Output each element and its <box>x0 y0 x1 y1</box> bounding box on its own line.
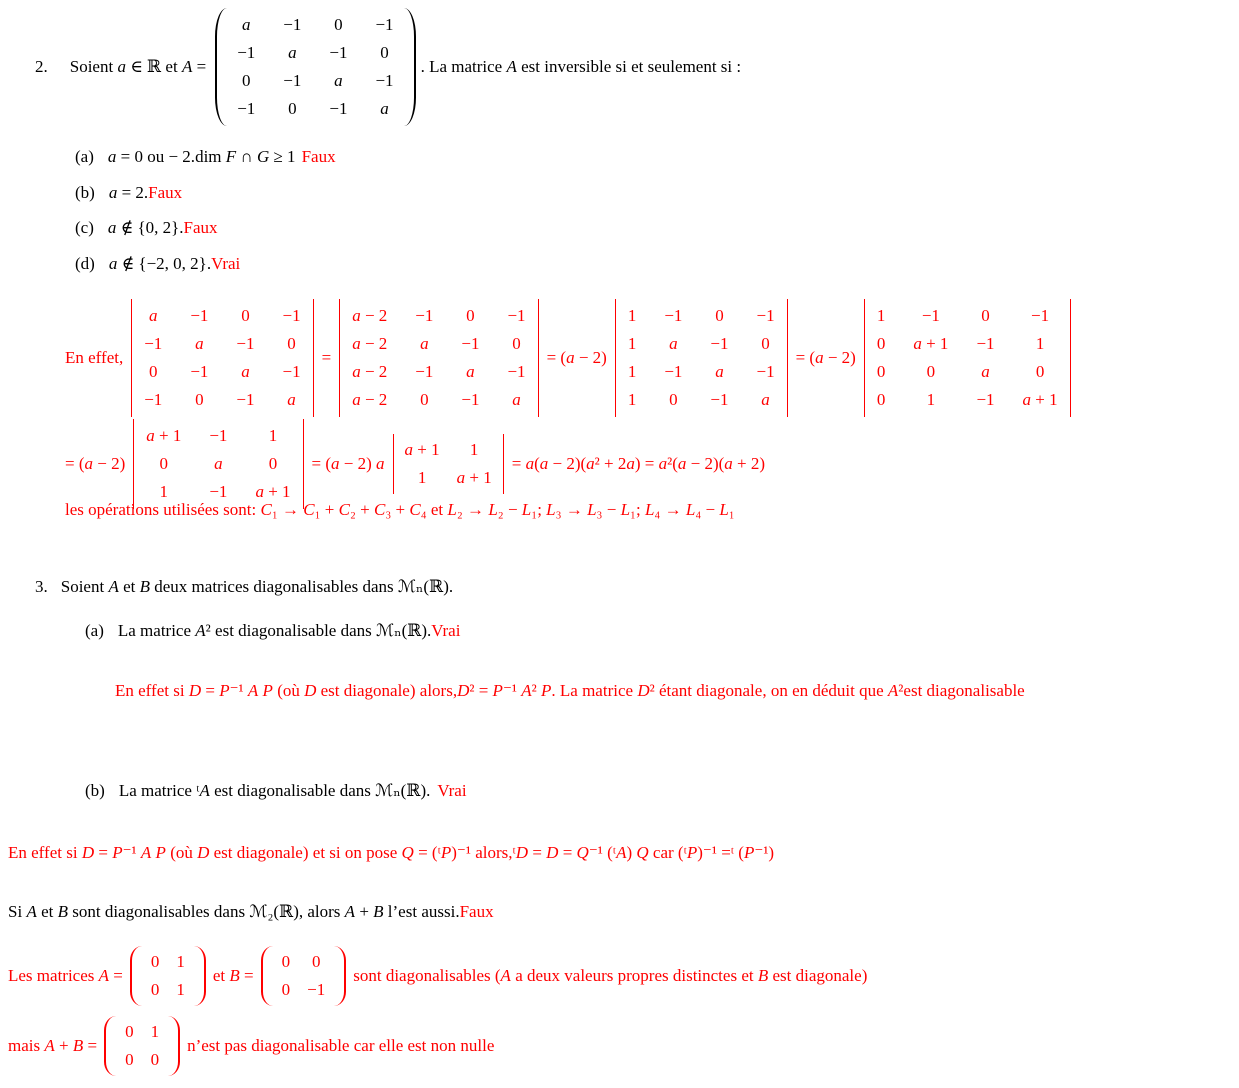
counterexample-mid: et B = <box>212 966 254 985</box>
option-a-verdict: Faux <box>301 147 336 166</box>
item-2-number: 2. <box>35 57 48 76</box>
item-3c-counterexample-1 <box>8 946 867 1006</box>
option-c-label: (c) <box>75 218 94 237</box>
option-d <box>75 254 240 274</box>
item-3b-verdict: Vrai <box>437 781 467 800</box>
matrix-A-2x2: 0 1 0 1 <box>130 946 206 1006</box>
item-3-header <box>35 577 453 597</box>
option-b-label: (b) <box>75 183 95 202</box>
determinant-chain-line-1 <box>65 299 1071 417</box>
item-3a-explanation: En effet si D = P⁻¹ A P (où D est diagonale) alors,D² = P⁻¹ A² P. La matrice D² étant diagonale, on en déduit que A²est diagonalisable <box>115 681 1025 700</box>
item-3b-text: La matrice ᵗA est diagonalisable dans ℳₙ(ℝ). <box>118 781 431 800</box>
item-3b-label: (b) <box>85 781 105 800</box>
option-b-verdict: Faux <box>148 183 183 202</box>
final-result: = a(a − 2)(a² + 2a) = a²(a − 2)(a + 2) <box>511 454 766 473</box>
option-d-label: (d) <box>75 254 95 273</box>
option-a-label: (a) <box>75 147 94 166</box>
matrix-B-2x2: 0 0 0 −1 <box>261 946 347 1006</box>
counterexample-intro: Les matrices A = <box>8 966 123 985</box>
factor-3: = (a − 2) <box>65 454 126 473</box>
item-3c-counterexample-2 <box>8 1016 494 1076</box>
factor-2: = (a − 2) <box>795 348 856 367</box>
option-c-text: a ∉ {0, 2}. <box>107 218 184 237</box>
item-3b-explanation: En effet si D = P⁻¹ A P (où D est diagonale) et si on pose Q = (ᵗP)⁻¹ alors,ᵗD = D = Q⁻¹ (ᵗA) Q car (ᵗP)⁻¹ =ᵗ (P⁻¹) <box>8 843 775 862</box>
counterexample-tail: sont diagonalisables (A a deux valeurs propres distinctes et B est diagonale) <box>353 966 868 985</box>
item-3c-text: Si A et B sont diagonalisables dans ℳ₂(ℝ), alors A + B l’est aussi. <box>8 902 460 921</box>
matrix-A-plus-B: 0 1 0 0 <box>104 1016 180 1076</box>
option-b <box>75 183 182 203</box>
option-a <box>75 147 336 167</box>
item-2-intro-after: . La matrice A est inversible si et seulement si : <box>420 57 742 76</box>
option-c-verdict: Faux <box>183 218 218 237</box>
item-3a-text: La matrice A² est diagonalisable dans ℳₙ(ℝ). <box>117 621 432 640</box>
item-2-intro-before: Soient a ∈ ℝ et A = <box>69 57 207 76</box>
item-3b-statement <box>85 781 467 801</box>
determinant-5: a + 1 −1 1 0 a 0 1 −1 a + 1 <box>133 419 303 509</box>
item-3-number: 3. <box>35 577 48 596</box>
proof-lead: En effet, <box>65 348 124 367</box>
determinant-chain-line-2 <box>65 419 765 509</box>
option-d-verdict: Vrai <box>211 254 241 273</box>
determinant-3: 1 −1 0 −1 1 a −1 0 1 −1 a −1 1 0 −1 a <box>615 299 788 417</box>
equals-sign: = <box>321 348 332 367</box>
item-3c-statement <box>8 902 494 922</box>
counterexample2-intro: mais A + B = <box>8 1036 98 1055</box>
item-3a-statement <box>85 621 460 641</box>
option-a-text: a = 0 ou − 2.dim F ∩ G ≥ 1 <box>107 147 296 166</box>
option-c <box>75 218 218 238</box>
item-3c-verdict: Faux <box>459 902 494 921</box>
matrix-A: a −1 0 −1 −1 a −1 0 0 −1 a −1 −1 0 −1 a <box>215 8 415 126</box>
counterexample2-tail: n’est pas diagonalisable car elle est non nulle <box>187 1036 495 1055</box>
option-d-text: a ∉ {−2, 0, 2}. <box>108 254 212 273</box>
item-2-header <box>35 8 741 126</box>
factor-1: = (a − 2) <box>546 348 607 367</box>
determinant-6: a + 1 1 1 a + 1 <box>393 434 504 494</box>
factor-4: = (a − 2) a <box>311 454 385 473</box>
item-3-intro: Soient A et B deux matrices diagonalisables dans ℳₙ(ℝ). <box>60 577 454 596</box>
operations-note: les opérations utilisées sont: C₁ → C₁ + C₂ + C₃ + C₄ et L₂ → L₂ − L₁; L₃ → L₃ − L₁; L₄ → L₄ − L₁ <box>65 500 735 519</box>
item-3a-verdict: Vrai <box>431 621 461 640</box>
determinant-2: a − 2 −1 0 −1 a − 2 a −1 0 a − 2 −1 a −1 a − 2 0 −1 a <box>339 299 538 417</box>
item-3a-label: (a) <box>85 621 104 640</box>
determinant-4: 1 −1 0 −1 0 a + 1 −1 1 0 0 a 0 0 1 −1 a + 1 <box>864 299 1071 417</box>
determinant-1: a −1 0 −1 −1 a −1 0 0 −1 a −1 −1 0 −1 a <box>131 299 313 417</box>
option-b-text: a = 2. <box>108 183 149 202</box>
